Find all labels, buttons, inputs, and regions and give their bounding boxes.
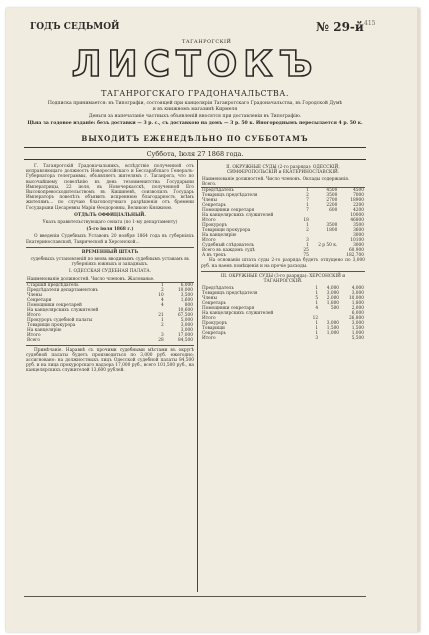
- table-row: Прокуроръ 1 3,000 3,000: [202, 321, 364, 327]
- district-courts-heading-3: III. ОКРУЖНЫЕ СУДЫ (3-го разряда): ХЕРСОНСКIЙ и ТАГАНРОГСКIЙ.: [220, 273, 346, 285]
- subscription-line-2: и въ книжномъ магазинѣ Кирмеля: [152, 107, 238, 112]
- table-column-header: Наименованiе должностей. Число членовъ. Оклады содержанiя. Всего.: [202, 177, 350, 188]
- decree-text: О введенiи Судебныхъ Уставовъ 20 ноября 1864 года въ губернiяхъ Екатеринославской, Таврической и Херсонской...: [26, 234, 194, 245]
- chamber-staff-rows: [26, 283, 194, 343]
- masthead-title: ЛИСТОКЪ: [71, 44, 319, 85]
- staff-subheading: судебныхъ установленiй по вновь вводимымъ судебнымъ уставамъ въ губернiяхъ южныхъ и западныхъ.: [30, 257, 190, 268]
- table-row: Всего 28 84,500: [27, 337, 193, 343]
- court-staff-rows-b: [201, 286, 365, 341]
- table-row: На канцелярскихъ служителей 6,000: [202, 311, 364, 317]
- table-row: Предсѣдатель 1 4,000 4,000: [202, 286, 364, 292]
- table-row: Товарищи прокурора 2 1800 3600: [202, 228, 364, 234]
- court-staff-rows-a: [201, 188, 365, 258]
- table-row: Товарищъ предсѣдателя 1 3,000 3,000: [202, 291, 364, 297]
- table-row: Секретарь 1 2200 2200: [202, 203, 364, 209]
- table-row: Итого 21 67,500: [27, 312, 193, 318]
- table-row: Секретарь 1 1,000 1,000: [202, 331, 364, 337]
- subscription-line-1: Подписка принимается: въ Типографiи, состоящей при канцелярiи Таганрогскаго Градоначальства, въ Городской Думѣ: [47, 101, 343, 106]
- dateline-rule: [24, 159, 366, 160]
- note-a: На основанiи штата суды 2-го разряда будетъ отпущено по 3,000 руб. на наемъ помѣщенiя и на прочiе расходы.: [201, 258, 365, 269]
- table-row: Судебный слѣдователь 1 2 р 50 к. 3000: [202, 243, 364, 249]
- handwritten-mark: 415: [364, 20, 376, 27]
- note-paragraph: Примѣчанiе. Наравнѣ съ прочими судебными мѣстами въ округѣ судебной палаты будетъ производиться по 3,000 руб. ежегодно; ассигновано: на должностныхъ лицъ Одесской судебной палаты 84,500 руб. и на лица прокурорскаго надзора 17,000 руб., всего 101,500 руб., на канцелярскихъ служителей 13,600 рублей.: [26, 347, 194, 374]
- table-row: Прокуроръ 1 3500 3500: [202, 223, 364, 229]
- masthead-prefix: ТАГАНРОГСКIЙ: [182, 39, 232, 45]
- table-row: На канцелярскихъ служителей 10000: [202, 213, 364, 219]
- left-column: [26, 164, 194, 374]
- table-row: Итого 3 17,000: [27, 332, 193, 338]
- table-row: Секретари 4 1,600: [27, 297, 193, 303]
- section-heading-official: ОТДѢЛЪ ОФФИЦIАЛЬНЫЙ.: [74, 212, 146, 218]
- table-row: Итого 18 46800: [202, 218, 364, 224]
- table-row: Секретарь 1 1,800 1,800: [202, 301, 364, 307]
- page-edge: [417, 8, 420, 632]
- weekly-notice: ВЫХОДИТЪ ЕЖЕНЕДѢЛЬНО ПО СУББОТАМЪ: [81, 134, 309, 143]
- dateline: Суббота, Iюля 27 1868 года.: [146, 150, 244, 158]
- table-row: Помощники секретарей 4 800: [27, 302, 193, 308]
- newspaper-page: [6, 8, 420, 632]
- court-staff-table-a: [201, 177, 365, 188]
- table-row: Прокуроръ судебной палаты 1 5,000: [27, 317, 193, 323]
- table-row: Товарищи прокурора 2 3,000: [27, 322, 193, 328]
- table-row: Члены 7 2700 18900: [202, 198, 364, 204]
- table-row: Члены 10 3,500: [27, 292, 193, 298]
- table-row: Итого 12 26,800: [202, 316, 364, 322]
- column-divider: [197, 160, 198, 592]
- chamber-heading: I. ОДЕССКАЯ СУДЕБНАЯ ПАЛАТА.: [69, 269, 151, 275]
- table-row: На канцелярскихъ служителей 10,600: [27, 307, 193, 313]
- table-row: На канцелярiю 3000: [202, 233, 364, 239]
- intro-paragraph: Г. Таганрогскiй Градоначальникъ, вслѣдствiе полученной отъ исправляющаго должность Новороссiйскаго и Бессарабскаго Генералъ-Губернатора телеграммы, объявляетъ жителямъ г. Таганрога, что по высочайшему повелѣнiю въ день тезоименитства Государыни Императрицы, 22 iюля, въ Новочеркасскѣ, полученной Его Высокопревосходительствомъ въ Кишиневѣ, соизволилъ Государь Императоръ повелѣть объявить искреннюю благодарность всѣмъ жителямъ... по случаю благополучнаго разрѣшенiя отъ бремени Государыни Цесаревны Марiи Ѳеодоровны, Великою Княжною.: [26, 164, 194, 211]
- district-courts-heading: II. ОКРУЖНЫЕ СУДЫ (2-го разряда): ОДЕССКIЙ, СИМФЕРОПОЛЬСКIЙ и ЕКАТЕРИНОСЛАВСКIЙ.: [226, 165, 340, 176]
- table-row: Товарищъ предсѣдателя 2 3500 7000: [202, 193, 364, 199]
- issue-number: № 29-й: [316, 20, 364, 34]
- table-column-header: Наименованiе должностей. Число членовъ. Жалованье.: [27, 276, 155, 282]
- masthead-subtitle: ТАГАНРОГСКАГО ГРАДОНАЧАЛЬСТВА.: [101, 89, 289, 98]
- top-rule: [24, 147, 366, 148]
- table-row: А въ трехъ 75 182,700: [202, 253, 364, 259]
- official-section-title: Указъ правительствующаго сената (по 1-му департаменту): [42, 220, 178, 226]
- subscription-line-3: Деньги за напечатанiе частныхъ объявленiй вносятся при доставленiи въ Типографiю.: [88, 114, 302, 119]
- table-row: Всего въ каждомъ судѣ 25 60,900: [202, 248, 364, 254]
- table-row: Помощники секретаря 7 600 4200: [202, 208, 364, 214]
- bottom-rule: [24, 596, 366, 597]
- table-row: Предсѣдатель 1 4500 4500: [202, 188, 364, 194]
- table-row: Итого 3 10100: [202, 238, 364, 244]
- table-row: На канцелярiю 3,000: [27, 327, 193, 333]
- right-column: [201, 163, 365, 341]
- table-row: Помощники секретаря 4 500 2,000: [202, 306, 364, 312]
- table-row: Итого 3 5,500: [202, 336, 364, 342]
- table-row: Члены 5 2,000 10,000: [202, 296, 364, 302]
- table-row: Старшiй предсѣдатель 1 6,000: [27, 282, 193, 288]
- staff-heading: ВРЕМЕННЫЙ ШТАТЪ: [81, 249, 139, 255]
- table-row: Товарищи 1 1,500 1,500: [202, 326, 364, 332]
- decree-heading: (5-го iюля 1868 г.): [86, 227, 134, 233]
- table-row: Предсѣдатели департаментовъ 2 10,000: [27, 287, 193, 293]
- year-label: ГОДЪ СЕДЬМОЙ: [30, 22, 120, 32]
- price-line: Цѣна за годовое изданiе: безъ доставки — 3 р. с., съ доставкою на домъ — 3 р. 50 к. Иногороднымъ пересылается 4 р. 50 к.: [27, 121, 363, 126]
